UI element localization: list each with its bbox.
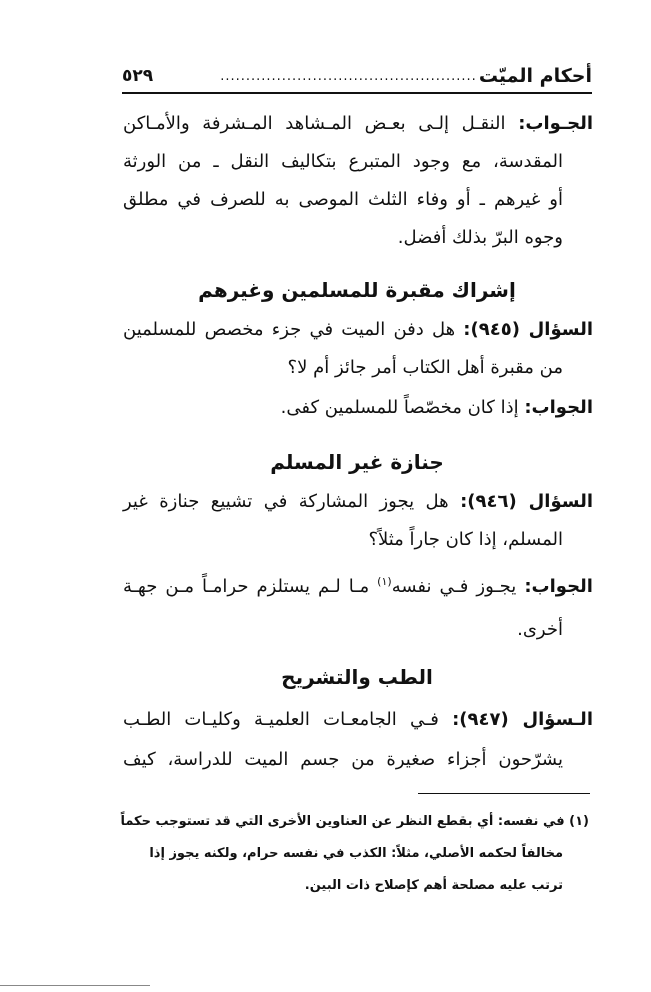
footnote-ref[interactable]: (١) xyxy=(377,575,392,588)
question-946-text: هل يجوز المشاركة في تشييع جنازة غير xyxy=(123,491,449,512)
answer-label: الجـواب: xyxy=(518,113,593,134)
answer-946-text-end: مـا لـم يستلزم حرامـاً مـن جهـة xyxy=(123,576,370,597)
answer-946-text-start: يجـوز فـي نفسه xyxy=(391,576,517,597)
section-heading-non-muslim-funeral: جنازة غير المسلم xyxy=(270,450,444,474)
question-947-label: الـسؤال (٩٤٧): xyxy=(452,709,593,730)
answer-945-label: الجواب: xyxy=(524,397,593,418)
footnote-line-2: مخالفاً لحكمه الأصلي، مثلاً: الكذب في نفسه حرام، ولكنه يجوز إذا xyxy=(149,846,563,861)
question-945-line-2: من مقبرة أهل الكتاب أمر جائز أم لا؟ xyxy=(287,357,563,378)
answer-line-4: وجوه البرّ بذلك أفضل. xyxy=(397,227,563,248)
question-946-line-2: المسلم، إذا كان جاراً مثلاً؟ xyxy=(368,529,563,550)
answer-945-text: إذا كان مخصّصاً للمسلمين كفى. xyxy=(280,397,519,418)
page-edge-line xyxy=(0,985,150,986)
footnote-line-1: (١) في نفسه: أي بقطع النظر عن العناوين الأخرى التي قد تستوجب حكماً xyxy=(120,814,589,829)
question-947-text: فـي الجامعـات العلميـة وكليـات الطـب xyxy=(123,709,439,730)
section-heading-mixed-cemetery: إشراك مقبرة للمسلمين وغيرهم xyxy=(198,278,516,302)
answer-946-label: الجواب: xyxy=(524,576,593,597)
answer-946-line-2: أخرى. xyxy=(517,619,563,640)
section-heading-medicine-dissection: الطب والتشريح xyxy=(281,665,433,689)
answer-text: النقـل إلـى بعـض المـشاهد المـشرفة والأمـاكن xyxy=(123,113,506,134)
question-945-text: هل دفن الميت في جزء مخصص للمسلمين xyxy=(123,319,456,340)
running-header xyxy=(122,62,592,90)
footnote-rule xyxy=(418,793,590,794)
question-945-label: السؤال (٩٤٥): xyxy=(463,319,593,340)
question-947-line-1 xyxy=(123,704,593,736)
question-946-label: السؤال (٩٤٦): xyxy=(460,491,593,512)
page-number: ٥٢٩ xyxy=(122,66,154,86)
question-946-line-1 xyxy=(123,486,593,518)
header-title: أحكام الميّت xyxy=(478,65,592,87)
question-947-line-2: يشرّحون أجزاء صغيرة من جسم الميت للدراسة، كيف xyxy=(123,749,563,770)
answer-946-line-1 xyxy=(123,566,593,598)
answer-line-1 xyxy=(123,108,593,140)
header-dot-leader: .................................................. xyxy=(220,68,477,84)
answer-line-3: أو غيرهم ـ أو وفاء الثلث الموصى به للصرف في مطلق xyxy=(123,189,563,210)
answer-line-2: المقدسة، مع وجود المتبرع بتكاليف النقل ـ من الورثة xyxy=(123,151,563,172)
question-945-line-1 xyxy=(123,314,593,346)
answer-945 xyxy=(123,392,593,424)
header-rule xyxy=(122,92,592,94)
footnote-line-3: ترتب عليه مصلحة أهم كإصلاح ذات البين. xyxy=(304,878,563,893)
